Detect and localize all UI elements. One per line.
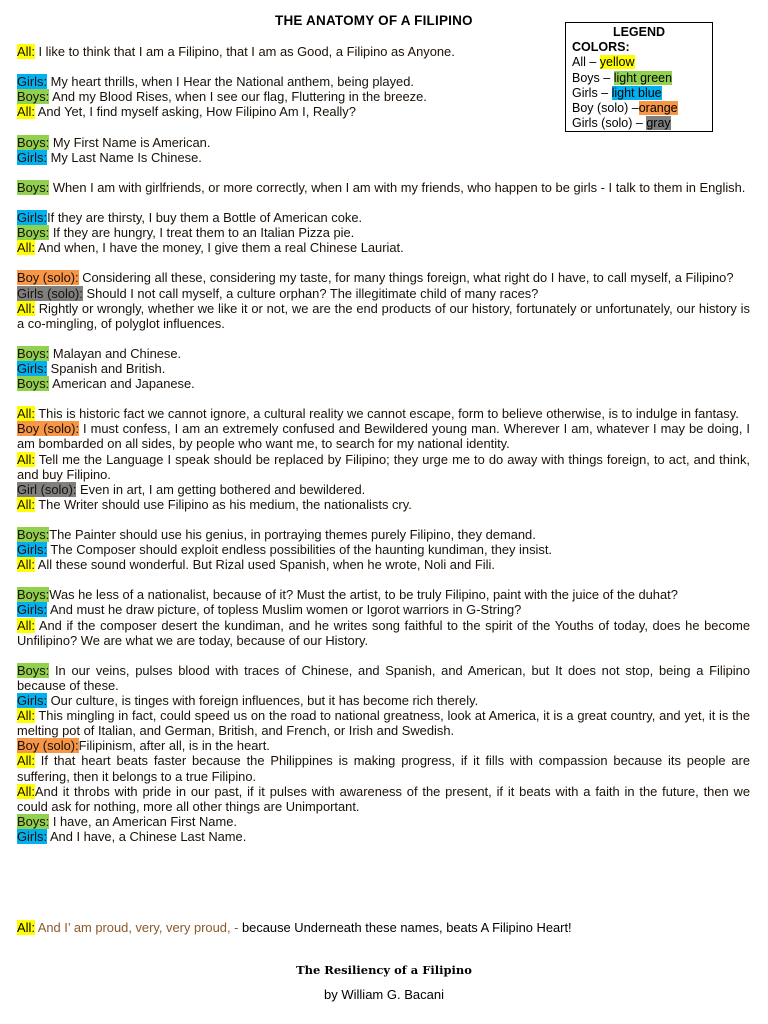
speaker-label: All: [17, 496, 35, 512]
speaker-label: Girls: [17, 360, 48, 376]
speaker-label: All: [17, 708, 35, 724]
dialogue-text: I have, an American First Name. [49, 813, 237, 829]
script-body [17, 44, 750, 859]
footer-byline: by William G. Bacani [324, 987, 444, 1002]
speaker-label: All: [17, 240, 35, 256]
legend-item: Girls (solo) – gray [572, 116, 671, 131]
dialogue-text: And I have, a Chinese Last Name. [47, 828, 247, 844]
dialogue-text: This mingling in fact, could speed us on the road to national greatness, look at America, it is a great country, and yet, it is the melting pot of Italian, and German, British, and French, or Irish and Swedish. [17, 708, 750, 739]
speaker-label: Boy (solo): [17, 270, 79, 286]
dialogue-line [17, 784, 750, 814]
dialogue-text: All these sound wonderful. But Rizal used Spanish, when he wrote, Noli and Fili. [34, 557, 495, 573]
dialogue-text: Filipinism, after all, is in the heart. [78, 738, 270, 754]
speaker-label: Girls: [17, 149, 48, 165]
dialogue-line [17, 210, 750, 225]
legend-item: All – yellow [572, 55, 635, 70]
dialogue-text: My Last Name Is Chinese. [47, 149, 202, 165]
dialogue-text: And when, I have the money, I give them a real Chinese Lauriat. [34, 240, 404, 256]
dialogue-line [17, 74, 750, 89]
dialogue-paragraph [17, 527, 750, 572]
dialogue-text: Rightly or wrongly, whether we like it or not, we are the end products of our history, fortunately or unfortunately, our history is a co-mingling, of polyglot influences. [17, 300, 750, 331]
dialogue-line [17, 618, 750, 648]
dialogue-paragraph [17, 663, 750, 844]
legend-colors-label: COLORS: [572, 40, 630, 55]
dialogue-text: And must he draw picture, of topless Muslim women or Igorot warriors in G-String? [47, 602, 522, 618]
dialogue-text: In our veins, pulses blood with traces of Chinese, and Spanish, and American, but It does not stop, being a Filipino because of these. [17, 662, 750, 693]
closing-line [17, 920, 572, 935]
dialogue-text: Malayan and Chinese. [49, 345, 182, 361]
dialogue-text: Should I not call myself, a culture orphan? The illegitimate child of many races? [82, 285, 539, 301]
speaker-label: All: [17, 300, 35, 316]
speaker-label: Boy (solo): [17, 421, 80, 437]
dialogue-line [17, 753, 750, 783]
dialogue-line [17, 421, 750, 451]
dialogue-paragraph [17, 346, 750, 391]
dialogue-text: If they are hungry, I treat them to an Italian Pizza pie. [49, 225, 355, 241]
speaker-label: All: [17, 406, 35, 422]
speaker-label: Girls: [17, 602, 48, 618]
dialogue-text: If they are thirsty, I buy them a Bottle of American coke. [47, 210, 363, 226]
dialogue-line [17, 104, 750, 119]
dialogue-paragraph [17, 74, 750, 119]
legend-item: Girls – light blue [572, 85, 662, 100]
dialogue-text: And my Blood Rises, when I see our flag, Fluttering in the breeze. [49, 89, 427, 105]
dialogue-line [17, 738, 750, 753]
dialogue-paragraph [17, 44, 750, 59]
dialogue-line [17, 406, 750, 421]
speaker-label: All: [17, 617, 35, 633]
speaker-label: Boys: [17, 527, 50, 542]
dialogue-line [17, 542, 750, 557]
legend-item: Boys – light green [572, 70, 673, 85]
dialogue-line [17, 708, 750, 738]
speaker-label: Boy (solo): [17, 738, 79, 754]
speaker-label: All: [17, 920, 35, 935]
dialogue-text: And it throbs with pride in our past, if it pulses with awareness of the present, if it beats with a faith in the future, then we could ask for nothing, more all other things are Unimportant. [17, 783, 750, 814]
speaker-label: Boys: [17, 225, 50, 241]
page-title: THE ANATOMY OF A FILIPINO [275, 13, 473, 28]
speaker-label: Boys: [17, 376, 50, 392]
dialogue-line [17, 361, 750, 376]
dialogue-text: I must confess, I am an extremely confused and Bewildered young man. Wherever I am, whatever I may be doing, I am bombarded on all sides, by people who want me, to search for my national identity. [17, 421, 751, 452]
dialogue-paragraph [17, 180, 750, 195]
dialogue-line [17, 663, 750, 693]
speaker-label: Girls: [17, 210, 48, 226]
dialogue-text: American and Japanese. [49, 376, 195, 392]
speaker-label: Boys: [17, 89, 50, 105]
dialogue-line [17, 602, 750, 617]
speaker-label: Boys: [17, 134, 50, 150]
dialogue-line [17, 89, 750, 104]
speaker-label: All: [17, 44, 35, 59]
closing-colored-text: And I’ am proud, very, very proud, - [34, 920, 242, 935]
legend-item: Boy (solo) –orange [572, 101, 678, 116]
dialogue-text: If that heart beats faster because the Philippines is making progress, if it fills with compassion because its people are suffering, then it belongs to a true Filipino. [17, 753, 750, 784]
dialogue-text: Considering all these, considering my taste, for many things foreign, what right do I have, to call myself, a Filipino? [78, 270, 734, 286]
dialogue-line [17, 301, 750, 331]
speaker-label: Boys: [17, 179, 50, 195]
dialogue-text: And if the composer desert the kundiman, and he writes song faithful to the spirit of the Youths of today, does he become Unfilipino? We are what we are today, because of our History. [17, 617, 750, 648]
dialogue-text: The Composer should exploit endless possibilities of the haunting kundiman, they insist. [47, 542, 553, 558]
dialogue-line [17, 376, 750, 391]
dialogue-line [17, 814, 750, 829]
speaker-label: All: [17, 104, 35, 120]
dialogue-line [17, 150, 750, 165]
dialogue-paragraph [17, 406, 750, 512]
dialogue-paragraph [17, 210, 750, 255]
dialogue-text: Our culture, is tinges with foreign influences, but it has become rich therely. [47, 693, 479, 709]
dialogue-text: When I am with girlfriends, or more correctly, when I am with my friends, who happen to be girls - I talk to them in English. [49, 179, 746, 195]
dialogue-line [17, 286, 750, 301]
dialogue-line [17, 587, 750, 602]
speaker-label: Boys: [17, 587, 50, 603]
dialogue-text: Tell me the Language I speak should be replaced by Filipino; they urge me to do away with things foreign, to act, and think, and buy Filipino. [17, 451, 750, 482]
dialogue-line [17, 482, 750, 497]
speaker-label: Girls: [17, 542, 48, 558]
speaker-label: All: [17, 783, 35, 799]
dialogue-text: My First Name is American. [49, 134, 211, 150]
dialogue-line [17, 829, 750, 844]
dialogue-text: My heart thrills, when I Hear the National anthem, being played. [47, 74, 414, 90]
dialogue-line [17, 180, 750, 195]
dialogue-line [17, 346, 750, 361]
dialogue-line [17, 135, 750, 150]
footer-subtitle: The Resiliency of a Filipino [296, 963, 472, 977]
dialogue-text: Even in art, I am getting bothered and bewildered. [76, 481, 366, 497]
dialogue-line [17, 497, 750, 512]
dialogue-line [17, 527, 750, 542]
speaker-label: All: [17, 557, 35, 573]
speaker-label: Boys: [17, 662, 50, 678]
speaker-label: Girls (solo): [17, 285, 83, 301]
dialogue-line [17, 557, 750, 572]
dialogue-paragraph [17, 587, 750, 647]
speaker-label: Girls: [17, 693, 48, 709]
dialogue-paragraph [17, 135, 750, 165]
dialogue-paragraph [17, 270, 750, 330]
dialogue-text: Was he less of a nationalist, because of it? Must the artist, to be truly Filipino, paint with the juice of the duhat? [49, 587, 678, 603]
dialogue-line [17, 225, 750, 240]
dialogue-line [17, 44, 750, 59]
speaker-label: Girl (solo): [17, 481, 77, 497]
dialogue-line [17, 240, 750, 255]
dialogue-line [17, 270, 750, 285]
speaker-label: Girls: [17, 828, 48, 844]
closing-plain-text: because Underneath these names, beats A Filipino Heart! [241, 920, 572, 935]
legend-heading: LEGEND [612, 25, 666, 39]
dialogue-text: The Painter should use his genius, in portraying themes purely Filipino, they demand. [49, 527, 536, 542]
speaker-label: Girls: [17, 74, 48, 90]
dialogue-text: This is historic fact we cannot ignore, a cultural reality we cannot escape, form to believe otherwise, is to indulge in fantasy. [34, 406, 739, 422]
speaker-label: Boys: [17, 813, 50, 829]
speaker-label: All: [17, 753, 35, 769]
dialogue-line [17, 452, 750, 482]
dialogue-line [17, 693, 750, 708]
dialogue-text: And Yet, I find myself asking, How Filipino Am I, Really? [34, 104, 356, 120]
dialogue-text: I like to think that I am a Filipino, that I am as Good, a Filipino as Anyone. [34, 44, 455, 59]
speaker-label: All: [17, 451, 35, 467]
speaker-label: Boys: [17, 345, 50, 361]
dialogue-text: The Writer should use Filipino as his medium, the nationalists cry. [34, 496, 412, 512]
dialogue-text: Spanish and British. [47, 360, 166, 376]
